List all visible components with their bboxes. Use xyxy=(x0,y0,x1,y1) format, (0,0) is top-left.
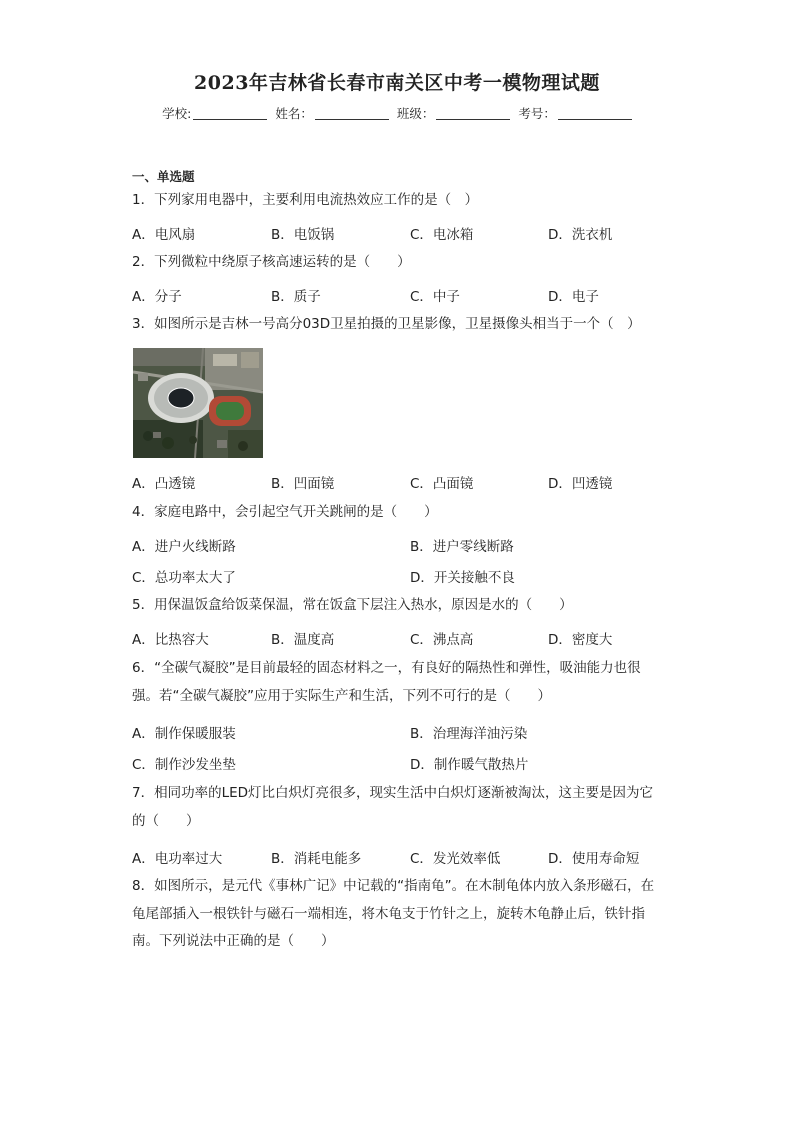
option-d[interactable]: D．使用寿命短 xyxy=(548,851,640,867)
option-d[interactable]: D．凹透镜 xyxy=(548,476,613,492)
question-4-options-row2 xyxy=(132,566,692,586)
question-8-stem: 8．如图所示，是元代《事林广记》中记载的“指南龟”。在木制龟体内放入条形磁石，在龟尾部插入一根铁针与磁石一端相连，将木龟支于竹针之上，旋转木龟静止后，铁针指南。下列说法中正确的是（ ） xyxy=(132,878,655,949)
option-a[interactable]: A．制作保暖服装 xyxy=(132,726,236,742)
question-3-options xyxy=(132,472,692,492)
option-a[interactable]: A．分子 xyxy=(132,289,182,305)
option-b[interactable]: B．温度高 xyxy=(271,632,335,648)
question-6-options-row2 xyxy=(132,753,692,773)
option-c[interactable]: C．凸面镜 xyxy=(410,476,474,492)
section-heading: 一、单选题 xyxy=(132,169,195,184)
question-7-options xyxy=(132,847,692,867)
class-label: 班级： xyxy=(396,106,435,121)
option-a[interactable]: A．比热容大 xyxy=(132,632,209,648)
option-b[interactable]: B．质子 xyxy=(271,289,321,305)
name-label: 姓名： xyxy=(275,106,313,121)
name-blank[interactable] xyxy=(315,107,389,120)
option-c[interactable]: C．总功率太大了 xyxy=(132,570,236,586)
exam-no-blank[interactable] xyxy=(558,107,632,120)
option-d[interactable]: D．电子 xyxy=(548,289,599,305)
option-a[interactable]: A．凸透镜 xyxy=(132,476,196,492)
option-a[interactable]: A．进户火线断路 xyxy=(132,539,236,555)
question-4-options-row1 xyxy=(132,535,692,555)
option-d[interactable]: D．开关接触不良 xyxy=(410,570,515,586)
option-a[interactable]: A．电功率过大 xyxy=(132,851,223,867)
option-c[interactable]: C．沸点高 xyxy=(410,632,474,648)
option-d[interactable]: D．密度大 xyxy=(548,632,613,648)
option-d[interactable]: D．洗衣机 xyxy=(548,227,613,243)
option-b[interactable]: B．治理海洋油污染 xyxy=(410,726,528,742)
question-6-options-row1 xyxy=(132,722,692,742)
option-b[interactable]: B．消耗电能多 xyxy=(271,851,362,867)
question-1-options xyxy=(132,223,692,243)
question-5-options xyxy=(132,628,692,648)
satellite-stadium-image xyxy=(133,348,263,458)
option-c[interactable]: C．制作沙发坐垫 xyxy=(132,757,236,773)
question-3-stem: 3．如图所示是吉林一号高分03D卫星拍摄的卫星影像，卫星摄像头相当于一个（ ） xyxy=(132,316,641,332)
question-6-stem: 6．“全碳气凝胶”是目前最轻的固态材料之一，有良好的隔热性和弹性，吸油能力也很强。若“全碳气凝胶”应用于实际生产和生活，下列不可行的是（ ） xyxy=(132,660,641,704)
option-c[interactable]: C．中子 xyxy=(410,289,460,305)
question-2-options xyxy=(132,285,692,305)
school-label: 学校: xyxy=(162,106,192,121)
option-b[interactable]: B．电饭锅 xyxy=(271,227,335,243)
class-blank[interactable] xyxy=(436,107,510,120)
option-c[interactable]: C．电冰箱 xyxy=(410,227,474,243)
option-b[interactable]: B．进户零线断路 xyxy=(410,539,514,555)
question-4-stem: 4．家庭电路中，会引起空气开关跳闸的是（ ） xyxy=(132,504,438,520)
option-d[interactable]: D．制作暖气散热片 xyxy=(410,757,529,773)
student-info-line xyxy=(0,104,794,122)
question-5-stem: 5．用保温饭盒给饭菜保温，常在饭盒下层注入热水，原因是水的（ ） xyxy=(132,597,573,613)
exam-no-label: 考号： xyxy=(518,106,556,121)
question-7-stem: 7．相同功率的LED灯比白炽灯亮很多，现实生活中白炽灯逐渐被淘汰，这主要是因为它的（ ） xyxy=(132,785,654,829)
school-blank[interactable] xyxy=(193,107,267,120)
question-1-stem: 1．下列家用电器中，主要利用电流热效应工作的是（ ） xyxy=(132,192,479,208)
option-a[interactable]: A．电风扇 xyxy=(132,227,196,243)
option-b[interactable]: B．凹面镜 xyxy=(271,476,335,492)
option-c[interactable]: C．发光效率低 xyxy=(410,851,501,867)
question-2-stem: 2．下列微粒中绕原子核高速运转的是（ ） xyxy=(132,254,411,270)
page-title: 2023年吉林省长春市南关区中考一模物理试题 xyxy=(194,72,600,94)
